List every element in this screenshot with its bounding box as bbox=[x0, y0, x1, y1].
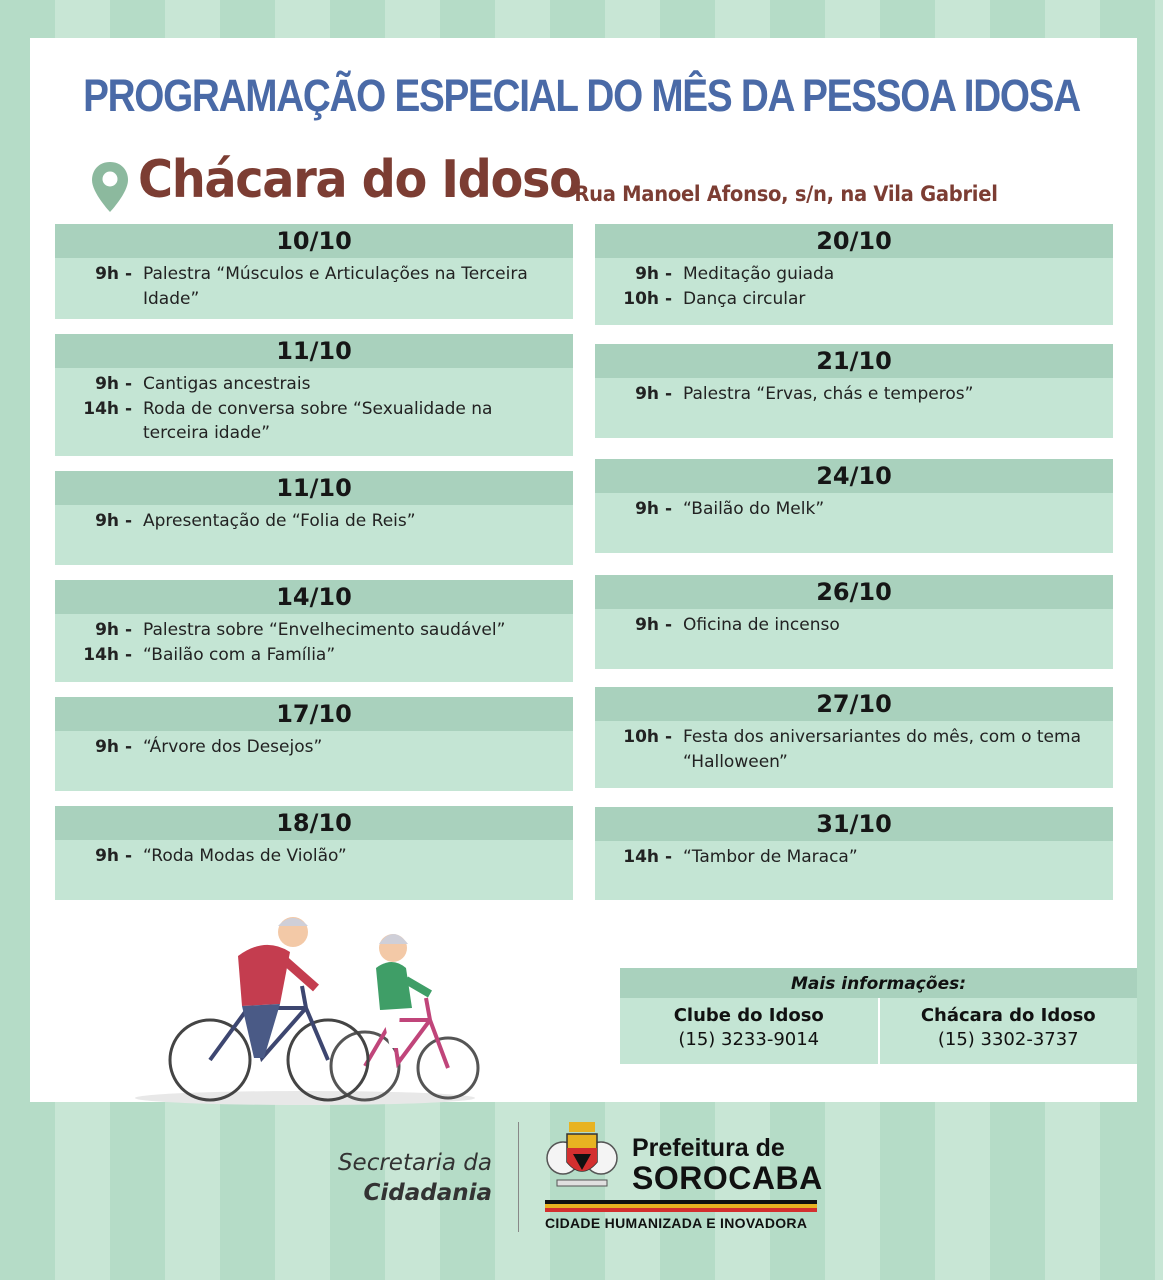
event-desc: “Roda Modas de Violão” bbox=[143, 846, 347, 866]
more-info-heading: Mais informações: bbox=[620, 968, 1137, 998]
event-time: 9h bbox=[635, 615, 659, 635]
card-date: 26/10 bbox=[595, 575, 1113, 609]
event-desc: Palestra “Músculos e Articulações na Terceira Idade” bbox=[143, 264, 528, 309]
place-address: - Rua Manoel Afonso, s/n, na Vila Gabriel bbox=[560, 182, 998, 206]
event-row: 14h - “Bailão com a Família” bbox=[55, 643, 573, 668]
event-time: 9h bbox=[95, 511, 119, 531]
schedule-card bbox=[595, 575, 1113, 669]
city-tagline: CIDADE HUMANIZADA E INOVADORA bbox=[545, 1215, 808, 1231]
event-row: 9h - “Árvore dos Desejos” bbox=[55, 735, 573, 760]
schedule-card bbox=[55, 224, 573, 319]
schedule-card bbox=[595, 224, 1113, 325]
card-date: 21/10 bbox=[595, 344, 1113, 378]
card-date: 10/10 bbox=[55, 224, 573, 258]
secretaria-logo bbox=[300, 1148, 492, 1208]
event-desc: Meditação guiada bbox=[683, 264, 835, 284]
card-date: 20/10 bbox=[595, 224, 1113, 258]
event-row: 9h - “Bailão do Melk” bbox=[595, 497, 1113, 522]
footer-divider bbox=[518, 1122, 519, 1232]
contact-chacara-do-idoso bbox=[878, 998, 1138, 1064]
card-date: 31/10 bbox=[595, 807, 1113, 841]
contact-name: Chácara do Idoso bbox=[920, 1005, 1096, 1026]
card-date: 11/10 bbox=[55, 471, 573, 505]
more-info-box bbox=[620, 968, 1137, 1064]
event-desc: “Tambor de Maraca” bbox=[683, 847, 858, 867]
schedule-card bbox=[55, 471, 573, 565]
card-date: 11/10 bbox=[55, 334, 573, 368]
contact-phone: (15) 3233-9014 bbox=[678, 1029, 820, 1050]
event-time: 9h bbox=[635, 264, 659, 284]
event-time: 9h bbox=[95, 620, 119, 640]
contact-phone: (15) 3302-3737 bbox=[937, 1029, 1079, 1050]
card-date: 17/10 bbox=[55, 697, 573, 731]
event-desc: Palestra sobre “Envelhecimento saudável” bbox=[143, 620, 506, 640]
event-desc: “Bailão do Melk” bbox=[683, 499, 825, 519]
page-title: PROGRAMAÇÃO ESPECIAL DO MÊS DA PESSOA IDOSA bbox=[83, 70, 1080, 121]
event-desc: Cantigas ancestrais bbox=[143, 374, 311, 394]
event-time: 14h bbox=[83, 644, 119, 665]
contact-clube-do-idoso bbox=[620, 998, 878, 1064]
event-time: 10h bbox=[623, 288, 659, 309]
event-desc: Oficina de incenso bbox=[683, 615, 840, 635]
event-time: 14h bbox=[623, 847, 659, 867]
schedule-card bbox=[55, 806, 573, 900]
event-desc: Palestra “Ervas, chás e temperos” bbox=[683, 384, 974, 404]
card-date: 18/10 bbox=[55, 806, 573, 840]
event-row: 9h - Palestra “Ervas, chás e temperos” bbox=[595, 382, 1113, 407]
event-time: 9h bbox=[635, 384, 659, 404]
event-row: 14h - Roda de conversa sobre “Sexualidade na terceira idade” bbox=[55, 397, 573, 446]
schedule-card bbox=[595, 459, 1113, 553]
card-date: 27/10 bbox=[595, 687, 1113, 721]
event-row: 9h - Oficina de incenso bbox=[595, 613, 1113, 638]
card-date: 24/10 bbox=[595, 459, 1113, 493]
contact-name: Clube do Idoso bbox=[673, 1005, 824, 1026]
schedule-card bbox=[595, 807, 1113, 900]
schedule-card bbox=[595, 687, 1113, 788]
event-row: 9h - “Roda Modas de Violão” bbox=[55, 844, 573, 869]
event-time: 14h bbox=[83, 398, 119, 419]
event-desc: Dança circular bbox=[683, 288, 806, 309]
event-row: 9h - Palestra sobre “Envelhecimento saudável” bbox=[55, 618, 573, 643]
prefeitura-line-1: Prefeitura de bbox=[632, 1134, 785, 1162]
event-row: 10h - Dança circular bbox=[595, 287, 1113, 312]
event-desc: Apresentação de “Folia de Reis” bbox=[143, 511, 416, 531]
event-row: 10h - Festa dos aniversariantes do mês, com o tema “Halloween” bbox=[595, 725, 1113, 774]
schedule-card bbox=[55, 580, 573, 682]
event-row: 9h - Cantigas ancestrais bbox=[55, 372, 573, 397]
schedule-card bbox=[595, 344, 1113, 438]
event-time: 9h bbox=[635, 499, 659, 519]
map-pin-icon bbox=[90, 160, 130, 214]
event-row: 9h - Palestra “Músculos e Articulações na Terceira Idade” bbox=[55, 262, 573, 311]
sorocaba-crest-icon bbox=[543, 1118, 621, 1192]
event-time: 9h bbox=[95, 264, 119, 284]
place-name: Chácara do Idoso bbox=[138, 150, 581, 210]
card-date: 14/10 bbox=[55, 580, 573, 614]
secretaria-line-2: Cidadania bbox=[363, 1180, 492, 1206]
flag-stripes bbox=[545, 1200, 817, 1212]
event-row: 14h - “Tambor de Maraca” bbox=[595, 845, 1113, 870]
event-row: 9h - Apresentação de “Folia de Reis” bbox=[55, 509, 573, 534]
secretaria-line-1: Secretaria da bbox=[337, 1150, 492, 1176]
event-desc: “Árvore dos Desejos” bbox=[143, 737, 323, 757]
event-time: 9h bbox=[95, 846, 119, 866]
event-desc: Roda de conversa sobre “Sexualidade na terceira idade” bbox=[143, 398, 493, 443]
event-desc: “Bailão com a Família” bbox=[143, 644, 336, 665]
schedule-card bbox=[55, 334, 573, 456]
event-time: 9h bbox=[95, 737, 119, 757]
event-desc: Festa dos aniversariantes do mês, com o tema “Halloween” bbox=[683, 727, 1081, 772]
schedule-card bbox=[55, 697, 573, 791]
event-time: 9h bbox=[95, 374, 119, 394]
prefeitura-line-2: SOROCABA bbox=[632, 1160, 823, 1196]
elderly-cyclists-illustration bbox=[130, 908, 490, 1108]
event-row: 9h - Meditação guiada bbox=[595, 262, 1113, 287]
event-time: 10h bbox=[623, 727, 659, 747]
